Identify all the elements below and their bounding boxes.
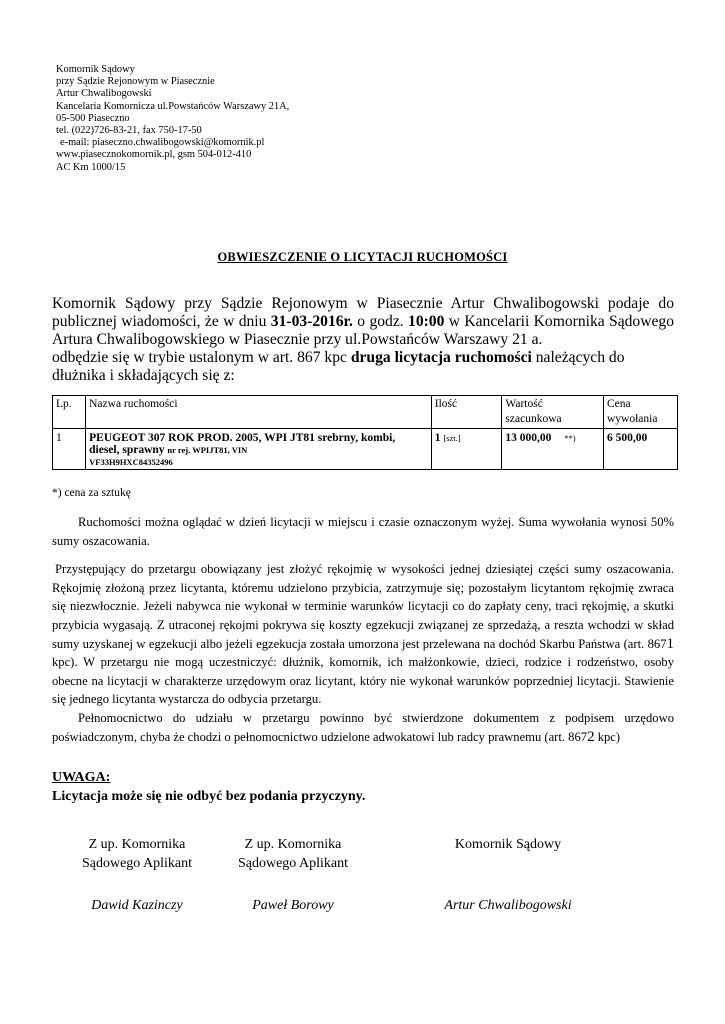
signature-block	[418, 836, 598, 916]
signature-role: Z up. Komornika	[244, 837, 342, 852]
intro-text: Komornik Sądowy przy Sądzie Rejonowym w Piasecznie Artur Chwalibogowski podaje do publicznej wiadomości, że w dniu	[52, 295, 674, 330]
item-description: PEUGEOT 307 ROK PROD. 2005, WPI JT81 srebrny, kombi, diesel, sprawny	[89, 432, 396, 456]
header-website: www.piasecznokomornik.pl, gsm 504-012-410	[56, 149, 252, 161]
row-price: 6 500,00	[603, 429, 677, 470]
header-line: przy Sądzie Rejonowym w Piasecznie	[56, 76, 215, 88]
row-item-name	[86, 429, 432, 470]
inspection-paragraph: Ruchomości można oglądać w dzień licytacji w miejscu i czasie oznaczonym wyżej. Suma wywołania wynosi 50% sumy oszacowania.	[52, 515, 674, 548]
signature-block	[218, 836, 368, 916]
proxy-text: Pełnomocnictwo do udziału w przetargu powinno być stwierdzone dokumentem z podpisem urzędowo poświadczonym, chyba że chodzi o pełnomocnictwo udzielone adwokatowi lub radcy prawnemu (art. 867	[52, 710, 674, 744]
signature-role: Sądowego Aplikant	[81, 855, 193, 871]
column-header-price: Cena wywołania	[603, 396, 677, 429]
qty-unit: [szt.]	[443, 433, 461, 443]
article-superscript: 1	[666, 635, 674, 652]
intro-text: w Kancelarii Komornika Sądowego Artura Chwalibogowskiego w Piasecznie przy ul.Powstańców Warszawy 21 a.	[52, 313, 674, 348]
deposit-text: Przystępujący do przetargu obowiązany jest złożyć rękojmię w wysokości jednej dziesiątej części sumy oszacowania. Rękojmię złożoną przez licytanta, któremu udzielono przybicia, zatrzymuje się; pozostałym licytantom rękojmię zwraca się niezwłocznie. Jeżeli nabywca nie wykonał w terminie warunków licytacji co do zapłaty ceny, traci rękojmię, a skutki przybicia wygasają. Z utraconej rękojmi pokrywa się koszty egzekucji związanej ze sprzedażą, a reszta wchodzi w skład sumy uzyskanej w egzekucji albo jeżeli egzekucja została umorzona jest przelewana na dochód Skarbu Państwa (art. 867	[52, 562, 674, 651]
page-title: OBWIESZCZENIE O LICYTACJI RUCHOMOŚCI	[217, 250, 508, 264]
estimated-value: 13 000,00	[505, 432, 552, 444]
signature-role: Z up. Komornika	[88, 837, 186, 852]
signature-name: Paweł Borowy	[252, 898, 334, 913]
header-line: Kancelaria Komornicza ul.Powstańców Warszawy 21A,	[56, 100, 290, 112]
column-header-qty: Ilość	[431, 396, 502, 429]
item-vin: VF33H9HXC84352496	[89, 457, 173, 467]
header-line: tel. (022)726-83-21, fax 750-17-50	[56, 125, 202, 137]
intro-text: odbędzie się w trybie ustalonym w art. 867 kpc	[52, 349, 351, 366]
terms-text	[52, 513, 674, 746]
header-email: e-mail: piaseczno.chwalibogowski@komornik.pl	[60, 137, 265, 149]
deposit-paragraph	[52, 560, 674, 709]
price-footnote: *) cena za sztukę	[52, 487, 131, 499]
signature-name: Dawid Kazinczy	[91, 898, 183, 913]
signature-role: Komornik Sądowy	[454, 837, 562, 852]
auction-time: 10:00	[408, 313, 445, 330]
column-header-value: Wartość szacunkowa	[502, 396, 604, 429]
warning-text: Licytacja może się nie odbyć bez podania przyczyny.	[52, 789, 366, 804]
item-registration: nr rej. WPIJT81, VIN	[167, 445, 248, 455]
auction-type: druga licytacja ruchomości	[350, 349, 532, 366]
header-line: 05-500 Piaseczno	[56, 112, 130, 124]
row-lp: 1	[53, 429, 86, 470]
intro-text: należących do dłużnika i składających się z:	[52, 349, 625, 384]
row-value	[502, 429, 604, 470]
signature-name: Artur Chwalibogowski	[444, 898, 572, 913]
column-header-lp: Lp.	[53, 396, 86, 429]
value-footnote-mark: **)	[564, 433, 576, 443]
deposit-text: kpc). W przetargu nie mogą uczestniczyć: dłużnik, komornik, ich małżonkowie, dzieci, rodzice i rodzeństwo, osoby obecne na licytacji w charakterze urzędowym oraz licytant, który nie wykonał warunków poprzedniej licytacji. Stawienie się jednego licytanta wystarcza do odbycia przetargu.	[52, 655, 674, 707]
table-row	[53, 429, 678, 470]
qty-value: 1	[434, 432, 441, 444]
warning-label: UWAGA:	[52, 770, 111, 785]
table-header-row	[53, 396, 678, 429]
signature-role: Sądowego Aplikant	[237, 855, 349, 871]
proxy-paragraph	[52, 709, 674, 746]
bailiff-header	[56, 64, 289, 174]
proxy-text: kpc)	[594, 729, 621, 744]
intro-paragraph	[52, 295, 674, 385]
column-header-name: Nazwa ruchomości	[86, 396, 432, 429]
signature-block	[62, 836, 212, 916]
items-table	[52, 395, 678, 470]
case-number: AC Km 1000/15	[56, 161, 126, 173]
row-qty	[431, 429, 502, 470]
header-line: Artur Chwalibogowski	[56, 88, 152, 100]
auction-date: 31-03-2016r.	[270, 313, 353, 330]
intro-text: o godz.	[352, 313, 409, 330]
header-line: Komornik Sądowy	[56, 64, 135, 75]
warning-block	[52, 768, 365, 806]
article-superscript: 2	[587, 728, 595, 745]
signature-role	[418, 855, 598, 874]
